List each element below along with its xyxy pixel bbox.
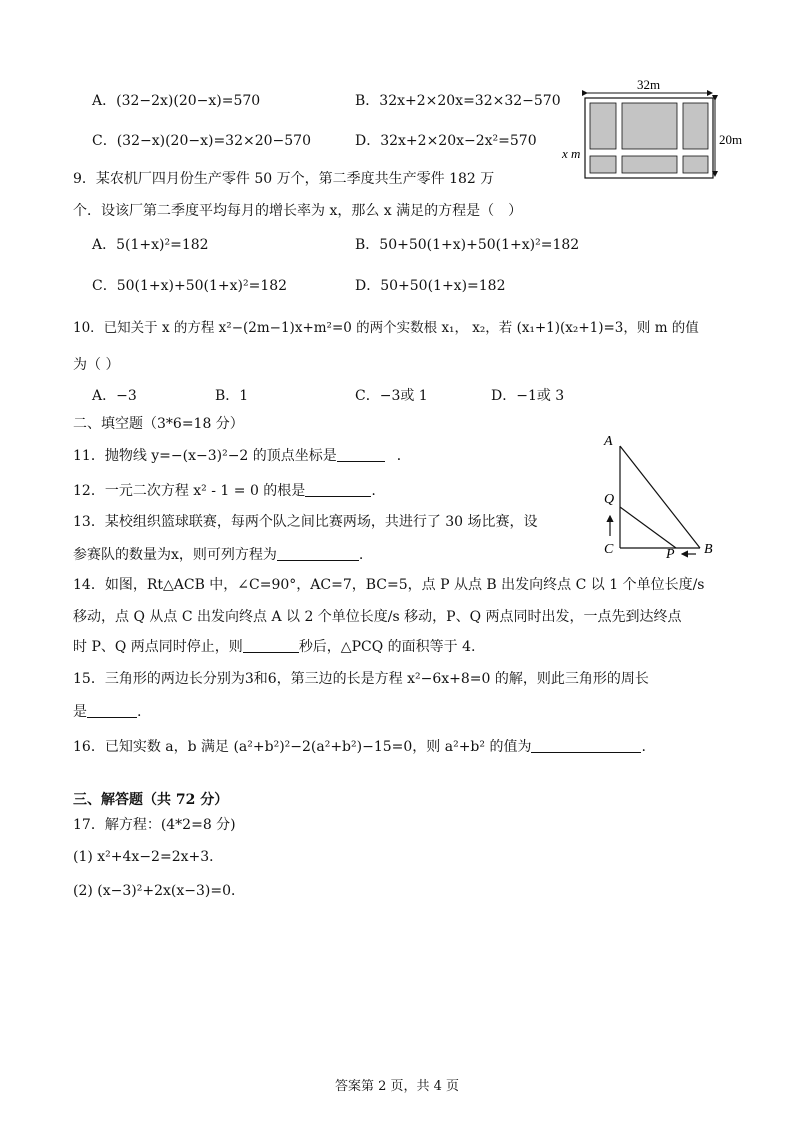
q12-answer-blank[interactable] [305, 482, 371, 497]
q13-answer-blank[interactable] [277, 546, 359, 561]
q13-end: . [358, 547, 364, 563]
q10-line1: 10．已知关于 x 的方程 x²−(2m−1)x+m²=0 的两个实数根 x₁， x₂，若 (x₁+1)(x₂+1)=3，则 m 的值 [73, 320, 699, 336]
q17-part2: (2) (x−3)²+2x(x−3)=0． [73, 883, 245, 899]
q17-part1: (1) x²+4x−2=2x+3． [73, 849, 224, 865]
q11-text: 11．抛物线 y=−(x−3)²−2 的顶点坐标是 [73, 448, 337, 464]
x-label: x m [562, 146, 581, 161]
q9-line1: 9．某农机厂四月份生产零件 50 万个，第二季度共生产零件 182 万 [73, 171, 495, 187]
q14-answer-blank[interactable] [243, 638, 299, 653]
q15-answer-blank[interactable] [87, 703, 137, 718]
q8-option-d: D．32x+2×20x−2x²=570 [355, 133, 537, 149]
width-label: 32m [637, 77, 661, 92]
q12-text: 12．一元二次方程 x² - 1 = 0 的根是 [73, 483, 306, 499]
point-b-label: B [704, 542, 713, 557]
q10-option-b: B．1 [215, 388, 249, 404]
point-a-label: A [604, 434, 613, 449]
point-q-label: Q [604, 492, 615, 507]
q16 [73, 737, 646, 757]
figure-rect-field [560, 76, 760, 186]
q11-end: ． [396, 448, 411, 464]
q10-option-c: C．−3或 1 [355, 388, 428, 404]
section3-title: 三、解答题（共 72 分） [73, 792, 229, 808]
q12 [73, 481, 376, 501]
q13-line1: 13．某校组织篮球联赛，每两个队之间比赛两场，共进行了 30 场比赛，设 [73, 514, 538, 530]
q16-text: 16．已知实数 a，b 满足 (a²+b²)²−2(a²+b²)−15=0，则 a²+b² 的值为 [73, 739, 532, 755]
q8-option-a: A．(32−2x)(20−x)=570 [92, 93, 261, 109]
q10-option-a: A．−3 [92, 388, 137, 404]
q17-title: 17．解方程：(4*2=8 分) [73, 817, 236, 833]
height-label: 20m [719, 132, 743, 147]
section2-title: 二、填空题（3*6=18 分） [73, 416, 244, 432]
q10-line2: 为（ ） [73, 357, 120, 373]
q12-end: . [371, 483, 376, 499]
q15-line1: 15．三角形的两边长分别为3和6，第三边的长是方程 x²−6x+8=0 的解，则此三角形的周长 [73, 671, 649, 687]
q16-answer-blank[interactable] [531, 738, 641, 753]
point-c-label: C [604, 542, 614, 557]
q9-option-b: B．50+50(1+x)+50(1+x)²=182 [355, 237, 580, 253]
q15-line2 [73, 702, 141, 722]
q14-line2: 移动，点 Q 从点 C 出发向终点 A 以 2 个单位长度/s 移动，P、Q 两点同时出发，一点先到达终点 [73, 609, 682, 625]
q15-end: . [137, 704, 142, 720]
q13-text: 参赛队的数量为x，则可列方程为 [73, 547, 277, 563]
q8-option-c: C．(32−x)(20−x)=32×20−570 [92, 133, 311, 149]
q16-end: . [641, 739, 646, 755]
point-p-label: P [666, 547, 675, 560]
page-footer: 答案第 2 页，共 4 页 [334, 1079, 460, 1094]
q13-line2 [73, 545, 363, 565]
q9-line2: 个．设该厂第二季度平均每月的增长率为 x，那么 x 满足的方程是（ ） [73, 203, 523, 219]
q14-text: 时 P、Q 两点同时停止，则 [73, 639, 243, 655]
q11 [73, 446, 411, 466]
q14-end: 秒后，△PCQ 的面积等于 4. [298, 639, 476, 655]
q9-option-c: C．50(1+x)+50(1+x)²=182 [92, 278, 288, 294]
q14-line1: 14．如图，Rt△ACB 中，∠C=90°，AC=7，BC=5，点 P 从点 B 出发向终点 C 以 1 个单位长度/s [73, 577, 705, 593]
q10-option-d: D．−1或 3 [491, 388, 565, 404]
q14-line3 [73, 637, 475, 657]
figure-triangle [598, 432, 728, 560]
q15-text: 是 [73, 704, 87, 720]
q11-answer-blank[interactable] [337, 447, 385, 462]
q9-option-d: D．50+50(1+x)=182 [355, 278, 506, 294]
q8-option-b: B．32x+2×20x=32×32−570 [355, 93, 561, 109]
q9-option-a: A．5(1+x)²=182 [92, 237, 209, 253]
